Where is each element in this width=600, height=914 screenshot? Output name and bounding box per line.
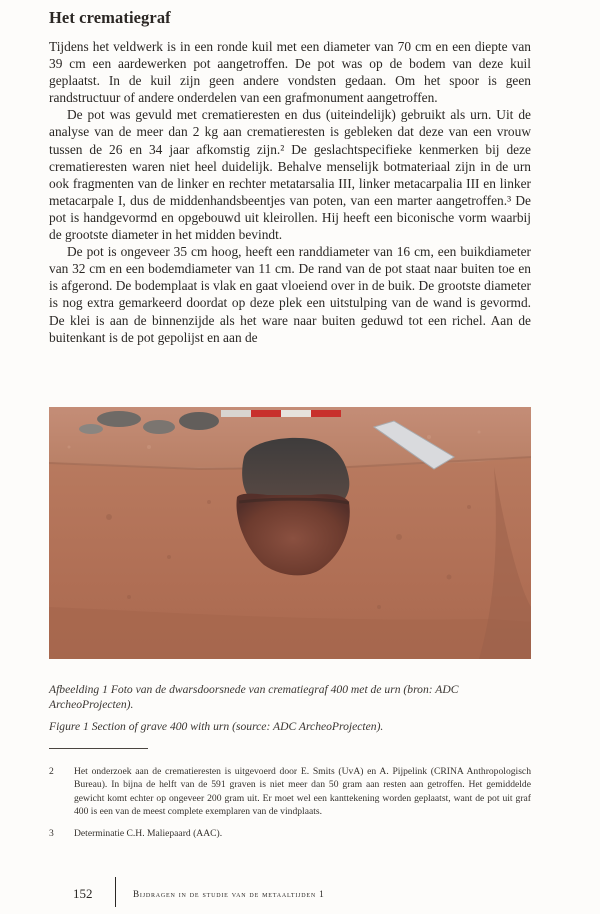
figure-photo xyxy=(49,407,531,659)
footnote-rule xyxy=(49,748,148,749)
body-text xyxy=(49,38,531,346)
footnote-number: 3 xyxy=(49,827,54,839)
section-title: Het crematiegraf xyxy=(49,8,171,27)
footnote-text: Determinatie C.H. Maliepaard (AAC). xyxy=(74,827,223,839)
paragraph: De pot is ongeveer 35 cm hoog, heeft een randdiameter van 16 cm, een buikdiameter van 32 cm en een bodemdiameter van 11 cm. De rand van de pot staat naar buiten toe en is afgerond. De bodemplaat is vlak en gaat vloeiend over in de buik. De grootste diameter is nog extra gemarkeerd doordat op deze plek een uitstulping van de wand is gevormd. De klei is aan de binnenzijde als het ware naar buiten geduwd tot een richel. Aan de buitenkant is de pot gepolijst en aan de xyxy=(49,244,531,345)
footnote-text: Het onderzoek aan de crematieresten is uitgevoerd door E. Smits (UvA) en A. Pijpelink (CRINA Anthropologisch Bureau). In bijna de helft van de 591 graven is niet meer dan 50 gram aan resten aan getroffen. Het gemiddelde gewicht komt echter op ongeveer 200 gram uit. Er moet wel een kanttekening worden geplaatst, want de pot uit graf 400 is een van de meest complete exemplaren van de vindplaats. xyxy=(74,766,531,818)
page-footer xyxy=(49,877,549,907)
footnote-number: 2 xyxy=(49,766,54,777)
excavation-section-photo xyxy=(49,407,531,659)
footer-divider xyxy=(115,877,116,907)
paragraph: Tijdens het veldwerk is in een ronde kuil met een diameter van 70 cm en een diepte van 39 cm een aardewerken pot aangetroffen. De pot was op de bodem van deze kuil geplaatst. In de kuil zijn geen andere vondsten gedaan. Om het spoor is geen randstructuur of andere onderdelen van een grafmonument aangetroffen. xyxy=(49,39,531,106)
running-title: Bijdragen in de studie van de metaaltijden 1 xyxy=(133,889,325,899)
footnote xyxy=(49,765,531,819)
page-number: 152 xyxy=(73,886,93,901)
footnote xyxy=(49,827,531,840)
figure-caption-dutch: Afbeelding 1 Foto van de dwarsdoorsnede van crematiegraf 400 met de urn (bron: ADC ArcheoProjecten). xyxy=(49,683,459,711)
figure-caption-english: Figure 1 Section of grave 400 with urn (source: ADC ArcheoProjecten). xyxy=(49,720,384,733)
paragraph: De pot was gevuld met crematieresten en dus (uiteindelijk) gebruikt als urn. Uit de analyse van de meer dan 2 kg aan crematieresten is gebleken dat deze van een vrouw tussen de 26 en 34 jaar afkomstig zijn.² De geslachtspecifieke kenmerken bij deze crematieresten waren niet heel duidelijk. Behalve menselijk botmateriaal zijn in de urn ook fragmenten van de linker en rechter metatarsalia III, linker metacarpalia III en linker metacarpale I, dus de middenhandsbeentjes van poten, van een marter aangetroffen.³ De pot is handgevormd en opgebouwd uit kleirollen. Hij heeft een biconische vorm waarbij de grootste diameter in het midden bevindt. xyxy=(49,107,531,243)
footnotes xyxy=(49,765,531,848)
